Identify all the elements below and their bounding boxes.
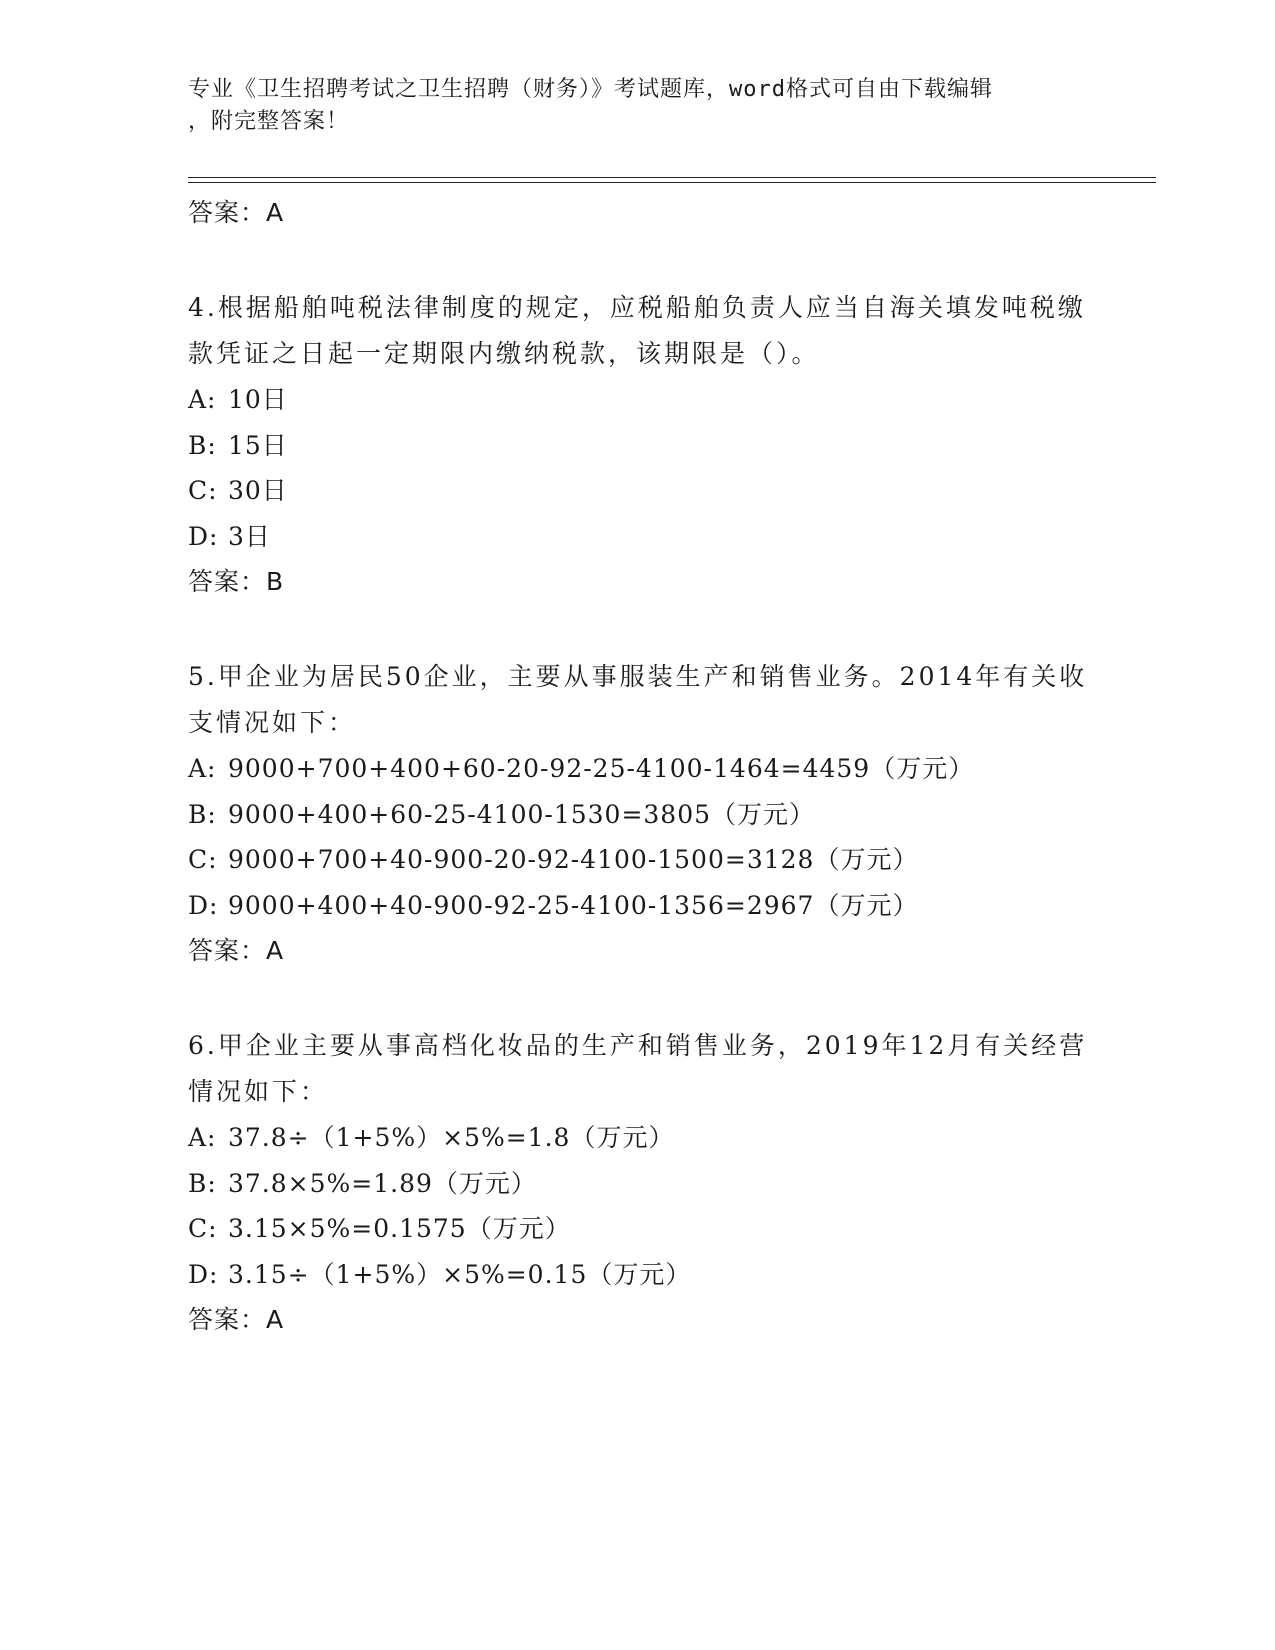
option-text: 9000+700+40-900-20-92-4100-1500=3128（万元） <box>228 845 919 874</box>
option-label: C: <box>188 845 218 874</box>
option-text: 3.15×5%=0.1575（万元） <box>228 1214 571 1243</box>
question-answer: 答案：A <box>188 936 285 965</box>
option-text: 15日 <box>228 430 288 460</box>
option-label: A: <box>188 754 217 783</box>
option-d <box>188 883 1088 929</box>
option-text: 3日 <box>228 521 271 551</box>
option-text: 10日 <box>228 385 288 414</box>
option-text: 37.8×5%=1.89（万元） <box>228 1168 537 1198</box>
question-6 <box>188 1023 1088 1342</box>
option-label: A: <box>188 1123 217 1152</box>
option-d <box>188 1252 1088 1298</box>
option-a <box>188 377 1088 423</box>
option-a <box>188 1115 1088 1161</box>
option-label: B: <box>188 799 217 829</box>
option-b <box>188 792 1088 838</box>
option-text: 9000+700+400+60-20-92-25-4100-1464=4459（万元） <box>228 754 975 783</box>
question-list <box>188 190 1088 1342</box>
option-label: B: <box>188 430 217 460</box>
question-4 <box>188 285 1088 604</box>
option-c <box>188 1206 1088 1252</box>
option-text: 9000+400+60-25-4100-1530=3805（万元） <box>228 799 816 829</box>
option-text: 37.8÷（1+5%）×5%=1.8（万元） <box>228 1123 675 1152</box>
header-line-1: 专业《卫生招聘考试之卫生招聘（财务）》考试题库，word格式可自由下载编辑 <box>188 77 993 102</box>
option-label: C: <box>188 1214 218 1243</box>
question-answer: 答案：B <box>188 567 285 596</box>
option-label: D: <box>188 890 219 920</box>
option-label: D: <box>188 1259 219 1289</box>
option-label: B: <box>188 1168 217 1198</box>
question-stem: 5.甲企业为居民50企业，主要从事服装生产和销售业务。2014年有关收支情况如下： <box>188 662 1088 737</box>
question-stem: 6.甲企业主要从事高档化妆品的生产和销售业务，2019年12月有关经营情况如下： <box>188 1031 1088 1106</box>
previous-answer: 答案：A <box>188 198 285 227</box>
option-c <box>188 837 1088 883</box>
spacer <box>188 604 1088 654</box>
option-text: 30日 <box>228 476 288 505</box>
document-header <box>188 74 1088 138</box>
option-label: D: <box>188 521 219 551</box>
header-rule-top <box>188 177 1156 178</box>
header-rule-bottom <box>188 182 1156 183</box>
option-b <box>188 423 1088 469</box>
question-stem: 4.根据船舶吨税法律制度的规定，应税船舶负责人应当自海关填发吨税缴款凭证之日起一定期限内缴纳税款，该期限是（）。 <box>188 293 1086 368</box>
option-d <box>188 514 1088 560</box>
spacer <box>188 235 1088 285</box>
option-text: 3.15÷（1+5%）×5%=0.15（万元） <box>228 1259 692 1289</box>
option-label: C: <box>188 476 218 505</box>
option-b <box>188 1161 1088 1207</box>
question-answer: 答案：A <box>188 1305 285 1334</box>
option-label: A: <box>188 385 217 414</box>
spacer <box>188 973 1088 1023</box>
header-line-2: ，附完整答案！ <box>188 109 350 134</box>
question-5 <box>188 654 1088 973</box>
option-c <box>188 468 1088 514</box>
option-text: 9000+400+40-900-92-25-4100-1356=2967（万元） <box>228 890 919 920</box>
option-a <box>188 746 1088 792</box>
